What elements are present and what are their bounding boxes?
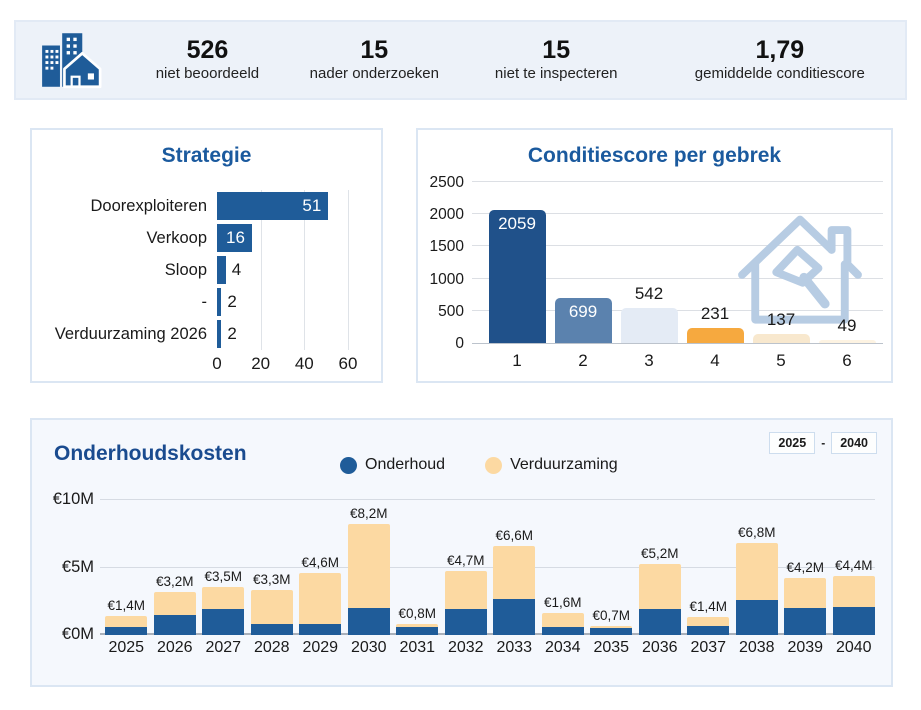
category-label: Doorexploiteren bbox=[90, 196, 207, 215]
year-range bbox=[769, 432, 877, 454]
bar-value-label: 49 bbox=[837, 316, 857, 335]
x-tick-label: 2037 bbox=[690, 639, 727, 656]
onderhoud-bar-slot bbox=[781, 495, 830, 635]
bar-total-label: €1,4M bbox=[107, 598, 146, 613]
strategie-bar[interactable] bbox=[217, 192, 328, 220]
bar-total-label: €3,5M bbox=[204, 569, 243, 584]
conditiescore-bars bbox=[484, 183, 880, 343]
onderhoud-bar-slot bbox=[490, 495, 539, 635]
onderhoud-bar-slot bbox=[248, 495, 297, 635]
bar-value-label: 137 bbox=[766, 310, 796, 329]
kpi-value: 1,79 bbox=[755, 36, 805, 64]
bar-total-label: €3,2M bbox=[155, 574, 194, 589]
onderhoud-bar-slot bbox=[102, 495, 151, 635]
verduurzaming-segment[interactable] bbox=[542, 613, 584, 627]
bar-value-label: 16 bbox=[226, 228, 245, 247]
y-tick-label: €5M bbox=[61, 557, 94, 576]
bar-total-label: €1,4M bbox=[689, 599, 728, 614]
conditiescore-bar[interactable] bbox=[687, 328, 744, 343]
onderhoudskosten-title: Onderhoudskosten bbox=[54, 442, 247, 465]
kpi-items bbox=[124, 36, 905, 84]
conditiescore-bar[interactable] bbox=[555, 298, 612, 343]
strategie-row bbox=[32, 222, 373, 254]
bar-value-label: 2 bbox=[227, 324, 237, 343]
x-tick-label: 2033 bbox=[496, 639, 533, 656]
onderhoud-segment[interactable] bbox=[154, 615, 196, 635]
conditiescore-bar-slot bbox=[682, 183, 748, 343]
onderhoud-segment[interactable] bbox=[493, 599, 535, 635]
bar-total-label: €3,3M bbox=[252, 572, 291, 587]
x-tick-label: 2036 bbox=[641, 639, 678, 656]
year-from-box[interactable]: 2025 bbox=[769, 432, 815, 454]
legend-label-verduurzaming: Verduurzaming bbox=[510, 456, 618, 473]
strategie-row bbox=[32, 286, 373, 318]
kpi-item bbox=[124, 36, 291, 84]
bar-total-label: €6,6M bbox=[495, 528, 534, 543]
conditiescore-bar[interactable] bbox=[489, 210, 546, 343]
bar-total-label: €5,2M bbox=[640, 546, 679, 561]
conditiescore-bar-slot bbox=[814, 183, 880, 343]
kpi-label: gemiddelde conditiescore bbox=[694, 65, 865, 82]
onderhoud-segment[interactable] bbox=[687, 626, 729, 635]
bar-total-label: €4,2M bbox=[786, 560, 825, 575]
y-tick-label: 1500 bbox=[429, 238, 464, 256]
bar-value-label: 231 bbox=[700, 304, 730, 323]
x-tick-label: 2030 bbox=[350, 639, 387, 656]
legend-label-onderhoud: Onderhoud bbox=[365, 456, 446, 473]
kpi-value: 526 bbox=[186, 36, 229, 64]
onderhoud-segment[interactable] bbox=[251, 624, 293, 635]
onderhoud-bar-slot bbox=[587, 495, 636, 635]
onderhoud-segment[interactable] bbox=[202, 609, 244, 635]
strategie-bar[interactable] bbox=[217, 256, 226, 284]
kpi-bar bbox=[14, 20, 907, 100]
conditiescore-plot bbox=[472, 183, 883, 344]
strategie-card bbox=[30, 128, 383, 383]
strategie-row-plot bbox=[217, 190, 373, 222]
kpi-value: 15 bbox=[360, 36, 389, 64]
verduurzaming-segment[interactable] bbox=[299, 573, 341, 624]
bar-value-label: 2059 bbox=[498, 214, 536, 233]
strategie-bar[interactable] bbox=[217, 224, 252, 252]
onderhoud-segment[interactable] bbox=[299, 624, 341, 635]
bar-value-label: 542 bbox=[634, 284, 664, 303]
strategie-row bbox=[32, 190, 373, 222]
conditiescore-card bbox=[416, 128, 893, 383]
legend-item-onderhoud[interactable] bbox=[340, 456, 445, 474]
x-tick-label: 2038 bbox=[738, 639, 775, 656]
kpi-label: nader onderzoeken bbox=[309, 65, 439, 82]
verduurzaming-segment[interactable] bbox=[736, 543, 778, 600]
bar-total-label: €4,7M bbox=[446, 553, 485, 568]
x-tick-label: 2 bbox=[578, 351, 588, 370]
kpi-item bbox=[655, 36, 905, 84]
conditiescore-title: Conditiescore per gebrek bbox=[527, 144, 782, 167]
onderhoud-bar-slot bbox=[151, 495, 200, 635]
verduurzaming-segment[interactable] bbox=[202, 587, 244, 609]
x-tick-label: 2027 bbox=[205, 639, 242, 656]
year-range-separator: - bbox=[821, 436, 826, 450]
bar-value-label: 51 bbox=[302, 196, 322, 215]
x-tick-label: 2031 bbox=[399, 639, 436, 656]
conditiescore-bar-slot bbox=[748, 183, 814, 343]
conditiescore-ylabels bbox=[418, 174, 464, 352]
x-tick-label: 60 bbox=[338, 354, 358, 373]
y-tick-label: 2500 bbox=[429, 174, 464, 191]
conditiescore-bar-slot bbox=[484, 183, 550, 343]
strategie-row-plot bbox=[217, 286, 373, 318]
verduurzaming-segment[interactable] bbox=[251, 590, 293, 624]
kpi-label: niet te inspecteren bbox=[494, 65, 618, 82]
y-tick-label: 500 bbox=[438, 302, 464, 320]
x-tick-label: 3 bbox=[644, 351, 654, 370]
kpi-value: 15 bbox=[542, 36, 571, 64]
onderhoudskosten-card bbox=[30, 418, 893, 687]
legend-dot-onderhoud bbox=[340, 457, 357, 474]
kpi-label: niet beoordeeld bbox=[155, 65, 260, 82]
x-tick-label: 2026 bbox=[156, 639, 193, 656]
strategie-title: Strategie bbox=[161, 144, 252, 167]
onderhoud-segment[interactable] bbox=[348, 608, 390, 635]
verduurzaming-segment[interactable] bbox=[784, 578, 826, 608]
y-tick-label: 2000 bbox=[429, 206, 464, 224]
onderhoud-segment[interactable] bbox=[639, 609, 681, 635]
legend-dot-verduurzaming bbox=[485, 457, 502, 474]
verduurzaming-segment[interactable] bbox=[348, 524, 390, 608]
x-tick-label: 5 bbox=[776, 351, 786, 370]
legend-item-verduurzaming[interactable] bbox=[485, 456, 618, 474]
x-tick-label: 1 bbox=[512, 351, 522, 370]
y-tick-label: €0M bbox=[61, 625, 94, 643]
x-tick-label: 6 bbox=[842, 351, 852, 370]
bar-total-label: €4,6M bbox=[301, 555, 340, 570]
onderhoud-bar-slot bbox=[199, 495, 248, 635]
x-tick-label: 2039 bbox=[787, 639, 824, 656]
x-tick-label: 2028 bbox=[253, 639, 290, 656]
onderhoud-bar-slot bbox=[733, 495, 782, 635]
x-tick-label: 2040 bbox=[835, 639, 872, 656]
onderhoud-segment[interactable] bbox=[542, 627, 584, 635]
conditiescore-bar[interactable] bbox=[753, 334, 810, 343]
x-tick-label: 2035 bbox=[593, 639, 630, 656]
verduurzaming-segment[interactable] bbox=[493, 546, 535, 599]
onderhoud-ylabels bbox=[32, 490, 94, 643]
onderhoud-segment[interactable] bbox=[105, 627, 147, 635]
onderhoud-bar-slot bbox=[345, 495, 394, 635]
strategie-rows bbox=[32, 190, 373, 350]
bar-total-label: €6,8M bbox=[737, 525, 776, 540]
x-tick-label: 0 bbox=[212, 354, 222, 373]
onderhoud-xlabels bbox=[102, 639, 878, 657]
onderhoud-bar-slot bbox=[684, 495, 733, 635]
strategie-bar[interactable] bbox=[217, 320, 221, 348]
category-label: Verkoop bbox=[146, 228, 207, 247]
onderhoud-bar-slot bbox=[539, 495, 588, 635]
x-tick-label: 20 bbox=[251, 354, 271, 373]
strategie-xaxis bbox=[32, 354, 373, 376]
strategie-row bbox=[32, 318, 373, 350]
bar-total-label: €4,4M bbox=[834, 558, 873, 573]
onderhoud-segment[interactable] bbox=[445, 609, 487, 635]
legend bbox=[340, 456, 618, 474]
y-tick-label: 1000 bbox=[429, 270, 464, 288]
onderhoud-bar-slot bbox=[442, 495, 491, 635]
bar-total-label: €0,7M bbox=[592, 608, 631, 623]
conditiescore-bar[interactable] bbox=[621, 308, 678, 343]
onderhoud-bar-slot bbox=[296, 495, 345, 635]
category-label: Verduurzaming 2026 bbox=[54, 324, 207, 343]
conditiescore-xlabels bbox=[484, 351, 880, 371]
conditiescore-bar[interactable] bbox=[819, 340, 876, 343]
x-tick-label: 2025 bbox=[108, 639, 145, 656]
bar-value-label: 699 bbox=[568, 302, 598, 321]
verduurzaming-segment[interactable] bbox=[105, 616, 147, 627]
x-tick-label: 2029 bbox=[302, 639, 339, 656]
x-tick-label: 2034 bbox=[544, 639, 581, 656]
strategie-row-plot bbox=[217, 318, 373, 350]
bar-total-label: €1,6M bbox=[543, 595, 582, 610]
buildings-house-icon bbox=[16, 31, 124, 89]
onderhoud-bar-slot bbox=[636, 495, 685, 635]
bar-value-label: 4 bbox=[231, 260, 242, 279]
conditiescore-bar-slot bbox=[550, 183, 616, 343]
category-label: Sloop bbox=[164, 260, 207, 279]
verduurzaming-segment[interactable] bbox=[154, 592, 196, 615]
x-tick-label: 40 bbox=[294, 354, 314, 373]
onderhoud-segment[interactable] bbox=[784, 608, 826, 635]
bar-total-label: €0,8M bbox=[398, 606, 437, 621]
category-label: - bbox=[201, 292, 207, 311]
x-tick-label: 4 bbox=[710, 351, 720, 370]
bar-total-label: €8,2M bbox=[349, 506, 388, 521]
verduurzaming-segment[interactable] bbox=[445, 571, 487, 609]
strategie-bar[interactable] bbox=[217, 288, 221, 316]
verduurzaming-segment[interactable] bbox=[639, 564, 681, 609]
onderhoud-bar-slot bbox=[830, 495, 879, 635]
bar-value-label: 2 bbox=[227, 292, 237, 311]
strategie-row bbox=[32, 254, 373, 286]
gridline bbox=[472, 181, 883, 182]
y-tick-label: 0 bbox=[455, 335, 464, 352]
conditiescore-bar-slot bbox=[616, 183, 682, 343]
onderhoud-segment[interactable] bbox=[396, 627, 438, 635]
kpi-item bbox=[291, 36, 458, 84]
y-tick-label: €10M bbox=[52, 490, 94, 508]
onderhoud-bars bbox=[102, 495, 878, 635]
onderhoud-segment[interactable] bbox=[736, 600, 778, 635]
strategie-row-plot bbox=[217, 254, 373, 286]
onderhoud-bar-slot bbox=[393, 495, 442, 635]
strategie-row-plot bbox=[217, 222, 373, 254]
verduurzaming-segment[interactable] bbox=[687, 617, 729, 626]
verduurzaming-segment[interactable] bbox=[833, 576, 875, 607]
onderhoud-segment[interactable] bbox=[833, 607, 875, 635]
x-tick-label: 2032 bbox=[447, 639, 484, 656]
kpi-item bbox=[458, 36, 655, 84]
year-to-box[interactable]: 2040 bbox=[831, 432, 877, 454]
onderhoud-segment[interactable] bbox=[590, 628, 632, 635]
